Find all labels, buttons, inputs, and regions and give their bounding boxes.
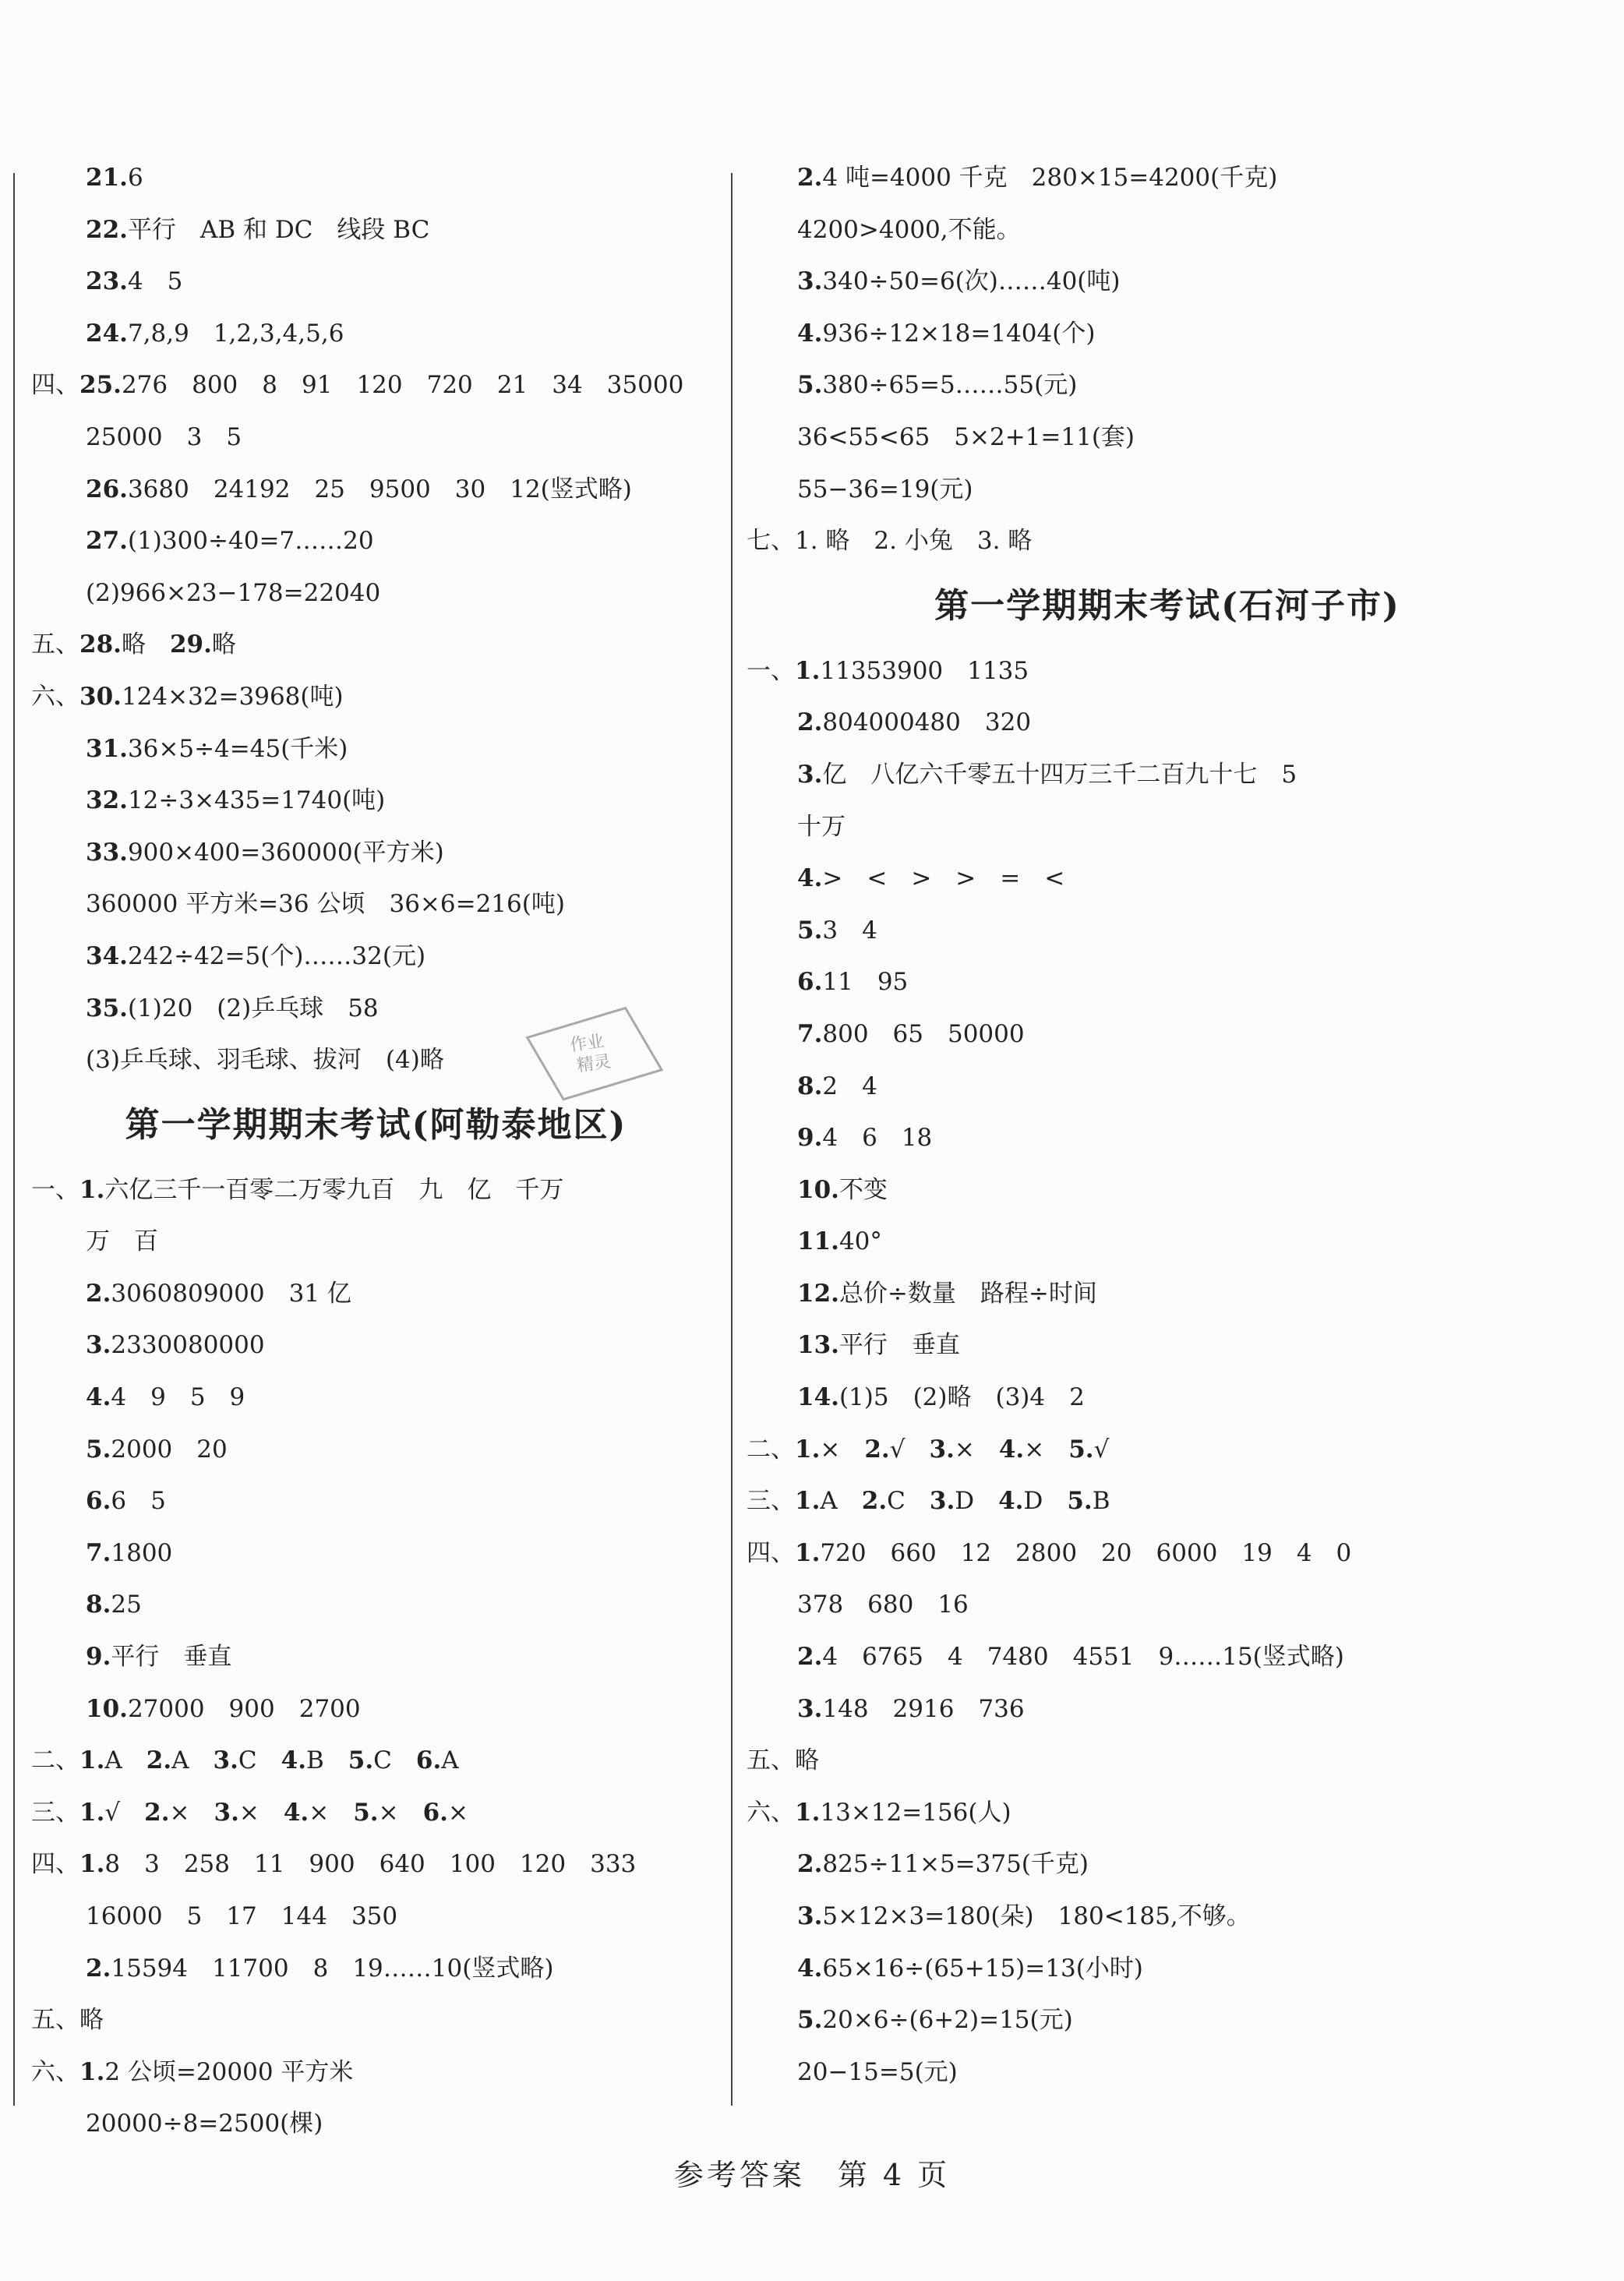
question-number: 6. bbox=[422, 1798, 448, 1827]
question-number: 14. bbox=[797, 1383, 839, 1412]
answer-text: 27000 900 2700 bbox=[127, 1694, 361, 1723]
answer-line bbox=[747, 645, 1588, 697]
question-number: 5. bbox=[1068, 1435, 1094, 1464]
question-number: 32. bbox=[86, 786, 128, 815]
page-footer: 参考答案 第 4 页 bbox=[673, 2158, 951, 2192]
question-number: 4. bbox=[281, 1746, 307, 1775]
answer-text: 16000 5 17 144 350 bbox=[86, 1902, 398, 1930]
question-number: 4. bbox=[86, 1383, 111, 1412]
answer-line bbox=[747, 1787, 1588, 1839]
question-number: 9. bbox=[86, 1643, 111, 1672]
answer-line bbox=[31, 2046, 721, 2099]
answer-text: 平行 AB 和 DC 线段 BC bbox=[127, 215, 430, 244]
stamp-text-2: 精灵 bbox=[575, 1051, 613, 1076]
answer-line bbox=[31, 1631, 721, 1683]
answer-text: 2000 20 bbox=[111, 1435, 228, 1464]
question-number: 10. bbox=[86, 1694, 128, 1723]
answer-text: 11 95 bbox=[822, 968, 909, 997]
section-number: 二、 bbox=[747, 1435, 795, 1464]
answer-text: 1800 bbox=[111, 1538, 173, 1567]
question-number: 30. bbox=[79, 682, 122, 711]
section-number: 三、 bbox=[31, 1798, 79, 1827]
answer-line bbox=[747, 905, 1588, 957]
question-number: 2. bbox=[864, 1435, 890, 1464]
answer-line bbox=[747, 1683, 1588, 1735]
answer-text: 13×12=156(人) bbox=[820, 1798, 1011, 1827]
answer-text: 1. 略 2. 小兔 3. 略 bbox=[795, 527, 1033, 556]
answer-text: 2 4 bbox=[822, 1072, 877, 1100]
question-number: 3. bbox=[797, 1694, 823, 1723]
answer-text: 25 bbox=[111, 1591, 142, 1619]
question-number: 11. bbox=[797, 1227, 839, 1256]
answer-text: 万 百 bbox=[86, 1227, 158, 1256]
question-number: 2. bbox=[86, 1279, 111, 1308]
question-number: 3. bbox=[929, 1487, 955, 1516]
answer-line bbox=[31, 1527, 721, 1580]
section-number: 四、 bbox=[31, 371, 79, 400]
answer-text: 276 800 8 91 120 720 21 34 35000 bbox=[121, 371, 684, 400]
answer-text: √ bbox=[889, 1435, 930, 1464]
answer-text: 360000 平方米=36 公顷 36×6=216(吨) bbox=[86, 890, 565, 919]
answer-line bbox=[31, 1216, 721, 1268]
answer-text: × bbox=[954, 1435, 999, 1464]
question-number: 1. bbox=[79, 1798, 105, 1827]
answer-text: 6 bbox=[127, 164, 143, 192]
answer-line bbox=[31, 1838, 721, 1891]
answer-line bbox=[747, 1268, 1588, 1320]
question-number: 27. bbox=[86, 527, 128, 556]
question-number: 2. bbox=[797, 1643, 823, 1672]
answer-line bbox=[747, 359, 1588, 411]
answer-text: 4 6765 4 7480 4551 9……15(竖式略) bbox=[822, 1643, 1344, 1672]
answer-line bbox=[747, 956, 1588, 1008]
answer-line bbox=[31, 1943, 721, 1995]
right-answers-part1 bbox=[747, 152, 1588, 567]
question-number: 2. bbox=[861, 1487, 888, 1516]
answer-line bbox=[31, 2098, 721, 2150]
answer-text: 11353900 1135 bbox=[820, 656, 1029, 685]
question-number: 6. bbox=[415, 1746, 442, 1775]
answer-text: (1)20 (2)乒乓球 58 bbox=[127, 994, 379, 1022]
answer-line bbox=[747, 1319, 1588, 1372]
question-number: 3. bbox=[214, 1798, 239, 1827]
answer-line bbox=[31, 723, 721, 775]
question-number: 7. bbox=[86, 1538, 111, 1567]
question-number: 1. bbox=[795, 656, 821, 685]
answer-line bbox=[31, 1424, 721, 1476]
question-number: 2. bbox=[146, 1746, 172, 1775]
question-number: 4. bbox=[797, 864, 823, 893]
answer-line bbox=[31, 1891, 721, 1943]
answer-line bbox=[31, 1319, 721, 1372]
section-number: 六、 bbox=[31, 682, 79, 711]
question-number: 1. bbox=[795, 1435, 821, 1464]
question-number: 2. bbox=[797, 708, 823, 737]
answer-text: × bbox=[169, 1798, 214, 1827]
answer-line bbox=[747, 1475, 1588, 1527]
answer-line bbox=[31, 1372, 721, 1424]
question-number: 1. bbox=[79, 1746, 105, 1775]
answer-text: 124×32=3968(吨) bbox=[121, 682, 344, 711]
question-number: 31. bbox=[86, 734, 128, 763]
question-number: 4. bbox=[283, 1798, 309, 1827]
answer-line bbox=[747, 1112, 1588, 1164]
answer-line bbox=[31, 1735, 721, 1787]
answer-text: 2330080000 bbox=[111, 1331, 265, 1360]
answer-line bbox=[31, 464, 721, 516]
question-number: 28. bbox=[79, 630, 122, 659]
question-number: 2. bbox=[797, 164, 823, 192]
question-number: 3. bbox=[213, 1746, 238, 1775]
section-heading-shihezi: 第一学期期末考试(石河子市) bbox=[934, 585, 1400, 626]
column-divider bbox=[731, 173, 733, 2106]
answer-text: 十万 bbox=[797, 812, 846, 841]
answer-text: 不变 bbox=[838, 1175, 888, 1204]
answer-line bbox=[747, 1943, 1588, 1995]
question-number: 2. bbox=[86, 1954, 111, 1983]
question-number: 5. bbox=[86, 1435, 111, 1464]
answer-line bbox=[31, 359, 721, 411]
answer-text: 总价÷数量 路程÷时间 bbox=[838, 1279, 1097, 1308]
answer-text: A bbox=[441, 1746, 459, 1775]
right-column bbox=[747, 152, 1588, 2098]
answer-line bbox=[31, 411, 721, 464]
answer-line bbox=[31, 619, 721, 671]
answer-text: C bbox=[887, 1487, 930, 1516]
answer-text: 4 5 bbox=[127, 267, 183, 296]
answer-text: 15594 11700 8 19……10(竖式略) bbox=[111, 1954, 554, 1983]
question-number: 3. bbox=[797, 1902, 823, 1930]
answer-line bbox=[31, 827, 721, 879]
answer-text: 380÷65=5……55(元) bbox=[822, 371, 1078, 400]
section-number: 三、 bbox=[747, 1487, 795, 1516]
answer-line bbox=[31, 1164, 721, 1216]
left-margin-rule bbox=[13, 173, 15, 2106]
answer-line bbox=[747, 152, 1588, 204]
question-number: 1. bbox=[795, 1798, 821, 1827]
section-number: 一、 bbox=[747, 656, 795, 685]
left-column bbox=[31, 152, 721, 2150]
answer-line bbox=[747, 1838, 1588, 1891]
answer-text: 8 3 258 11 900 640 100 120 333 bbox=[104, 1850, 637, 1879]
answer-text: × bbox=[1024, 1435, 1069, 1464]
question-number: 22. bbox=[86, 215, 128, 244]
question-number: 9. bbox=[797, 1124, 823, 1153]
answer-line bbox=[31, 1475, 721, 1527]
answer-line bbox=[31, 308, 721, 360]
answer-text: √ bbox=[104, 1798, 145, 1827]
answer-text: 36<55<65 5×2+1=11(套) bbox=[797, 422, 1135, 451]
answer-line bbox=[31, 775, 721, 827]
section-number: 一、 bbox=[31, 1175, 79, 1204]
section-number: 四、 bbox=[31, 1850, 79, 1879]
answer-text: C bbox=[238, 1746, 281, 1775]
answer-text: (3)乒乓球、羽毛球、拔河 (4)略 bbox=[86, 1046, 444, 1075]
question-number: 35. bbox=[86, 994, 128, 1022]
question-number: 8. bbox=[86, 1591, 111, 1619]
answer-line bbox=[31, 152, 721, 204]
answer-line bbox=[747, 256, 1588, 308]
question-number: 7. bbox=[797, 1019, 823, 1048]
answer-text: 略 bbox=[795, 1746, 819, 1775]
answer-text: 略 bbox=[79, 2006, 104, 2035]
question-number: 21. bbox=[86, 164, 128, 192]
answer-text: 20−15=5(元) bbox=[797, 2057, 958, 2086]
answer-text: A bbox=[104, 1746, 147, 1775]
answer-line bbox=[747, 1579, 1588, 1631]
question-number: 5. bbox=[353, 1798, 379, 1827]
answer-text: 800 65 50000 bbox=[822, 1019, 1025, 1048]
answer-text: (1)5 (2)略 (3)4 2 bbox=[838, 1383, 1085, 1412]
section-number: 五、 bbox=[31, 630, 79, 659]
answer-line bbox=[31, 1787, 721, 1839]
question-number: 12. bbox=[797, 1279, 839, 1308]
answer-text: 2 公顷=20000 平方米 bbox=[104, 2057, 354, 2086]
question-number: 13. bbox=[797, 1331, 839, 1360]
answer-line bbox=[31, 567, 721, 620]
answer-text: 20×6÷(6+2)=15(元) bbox=[822, 2006, 1073, 2035]
answer-line bbox=[747, 2046, 1588, 2099]
section-number: 六、 bbox=[31, 2057, 79, 2086]
answer-text: × bbox=[378, 1798, 423, 1827]
answer-text: 340÷50=6(次)……40(吨) bbox=[822, 267, 1121, 296]
answer-line bbox=[747, 801, 1588, 853]
answer-line bbox=[747, 853, 1588, 905]
question-number: 4. bbox=[998, 1435, 1025, 1464]
question-number: 33. bbox=[86, 838, 128, 867]
answer-line bbox=[747, 411, 1588, 464]
answer-text: 略 bbox=[211, 630, 236, 659]
question-number: 1. bbox=[79, 1175, 105, 1204]
question-number: 3. bbox=[929, 1435, 955, 1464]
answer-text: 378 680 16 bbox=[797, 1591, 969, 1619]
question-number: 29. bbox=[169, 630, 212, 659]
answer-text: A bbox=[820, 1487, 862, 1516]
answer-text: 略 bbox=[121, 630, 170, 659]
answer-text: 3680 24192 25 9500 30 12(竖式略) bbox=[127, 475, 632, 503]
question-number: 5. bbox=[797, 916, 823, 945]
section-heading-altay: 第一学期期末考试(阿勒泰地区) bbox=[125, 1104, 627, 1145]
answer-text: B bbox=[306, 1746, 348, 1775]
question-number: 26. bbox=[86, 475, 128, 503]
answer-text: 20000÷8=2500(棵) bbox=[86, 2110, 323, 2138]
answer-line bbox=[31, 515, 721, 567]
answer-text: 242÷42=5(个)……32(元) bbox=[127, 941, 426, 970]
answer-text: (1)300÷40=7……20 bbox=[127, 527, 374, 556]
answer-text: 4200>4000,不能。 bbox=[797, 215, 1021, 244]
answer-text: > < > > = < bbox=[822, 864, 1065, 893]
answer-line bbox=[31, 671, 721, 723]
question-number: 2. bbox=[797, 1850, 823, 1879]
question-number: 23. bbox=[86, 267, 128, 296]
answer-text: 825÷11×5=375(千克) bbox=[822, 1850, 1089, 1879]
question-number: 3. bbox=[797, 267, 823, 296]
answer-text: × bbox=[309, 1798, 354, 1827]
answer-text: 720 660 12 2800 20 6000 19 4 0 bbox=[820, 1538, 1352, 1567]
answer-text: B bbox=[1092, 1487, 1110, 1516]
answer-line bbox=[747, 1216, 1588, 1268]
section-number: 五、 bbox=[31, 2006, 79, 2035]
answer-line bbox=[747, 749, 1588, 801]
answer-line bbox=[747, 1008, 1588, 1061]
answer-text: 3060809000 31 亿 bbox=[111, 1279, 351, 1308]
answer-line bbox=[747, 464, 1588, 516]
question-number: 6. bbox=[797, 968, 823, 997]
question-number: 1. bbox=[79, 2057, 105, 2086]
answer-text: 40° bbox=[838, 1227, 882, 1256]
answer-text: 6 5 bbox=[111, 1487, 166, 1516]
answer-line bbox=[747, 204, 1588, 256]
answer-line bbox=[31, 930, 721, 983]
answer-text: × bbox=[820, 1435, 865, 1464]
answer-text: 平行 垂直 bbox=[111, 1643, 232, 1672]
answer-text: 148 2916 736 bbox=[822, 1694, 1025, 1723]
question-number: 4. bbox=[797, 1954, 823, 1983]
answer-line bbox=[747, 1372, 1588, 1424]
answer-line bbox=[747, 1735, 1588, 1787]
answer-line bbox=[31, 204, 721, 256]
answer-line bbox=[747, 515, 1588, 567]
answer-line bbox=[747, 1424, 1588, 1476]
section-number: 四、 bbox=[747, 1538, 795, 1567]
answer-text: 900×400=360000(平方米) bbox=[127, 838, 444, 867]
answer-text: D bbox=[1023, 1487, 1068, 1516]
answer-text: C bbox=[373, 1746, 416, 1775]
question-number: 25. bbox=[79, 371, 122, 400]
question-number: 34. bbox=[86, 941, 128, 970]
question-number: 8. bbox=[797, 1072, 823, 1100]
question-number: 2. bbox=[144, 1798, 170, 1827]
answer-line bbox=[747, 1994, 1588, 2046]
question-number: 1. bbox=[795, 1538, 821, 1567]
stamp-text-1: 作业 bbox=[568, 1031, 605, 1056]
question-number: 5. bbox=[797, 371, 823, 400]
answer-text: 7,8,9 1,2,3,4,5,6 bbox=[127, 319, 344, 348]
answer-text: 55−36=19(元) bbox=[797, 475, 973, 503]
answer-text: 六亿三千一百零二万零九百 九 亿 千万 bbox=[104, 1175, 564, 1204]
answer-line bbox=[31, 1579, 721, 1631]
answer-text: 65×16÷(65+15)=13(小时) bbox=[822, 1954, 1143, 1983]
answer-line bbox=[747, 1891, 1588, 1943]
answer-text: 3 4 bbox=[822, 916, 877, 945]
answer-line bbox=[747, 697, 1588, 749]
question-number: 4. bbox=[797, 319, 823, 348]
question-number: 3. bbox=[86, 1331, 111, 1360]
question-number: 1. bbox=[79, 1850, 105, 1879]
answer-text: 4 吨=4000 千克 280×15=4200(千克) bbox=[822, 164, 1278, 192]
question-number: 6. bbox=[86, 1487, 111, 1516]
answer-line bbox=[747, 308, 1588, 360]
answer-text: 4 6 18 bbox=[822, 1124, 933, 1153]
left-answers-part1 bbox=[31, 152, 721, 1086]
section-number: 七、 bbox=[747, 527, 795, 556]
answer-text: √ bbox=[1093, 1435, 1110, 1464]
answer-line bbox=[31, 1683, 721, 1735]
answer-text: 25000 3 5 bbox=[86, 422, 242, 451]
answer-text: 平行 垂直 bbox=[838, 1331, 960, 1360]
answer-text: A bbox=[171, 1746, 214, 1775]
answer-text: 804000480 320 bbox=[822, 708, 1032, 737]
answer-text: 12÷3×435=1740(吨) bbox=[127, 786, 386, 815]
answer-line bbox=[747, 1527, 1588, 1580]
section-number: 二、 bbox=[31, 1746, 79, 1775]
answer-line bbox=[31, 256, 721, 308]
answer-line bbox=[747, 1631, 1588, 1683]
question-number: 24. bbox=[86, 319, 128, 348]
answer-text: × bbox=[447, 1798, 468, 1827]
answer-text: 5×12×3=180(朵) 180<185,不够。 bbox=[822, 1902, 1251, 1930]
section-number: 五、 bbox=[747, 1746, 795, 1775]
question-number: 4. bbox=[998, 1487, 1024, 1516]
answer-line bbox=[31, 1268, 721, 1320]
answer-line bbox=[31, 1994, 721, 2046]
answer-text: × bbox=[238, 1798, 284, 1827]
right-answers-part2 bbox=[747, 645, 1588, 2099]
answer-text: 亿 八亿六千零五十四万三千二百九十七 5 bbox=[822, 760, 1297, 789]
question-number: 5. bbox=[348, 1746, 374, 1775]
answer-text: D bbox=[955, 1487, 999, 1516]
question-number: 3. bbox=[797, 760, 823, 789]
left-answers-part2 bbox=[31, 1164, 721, 2150]
answer-line bbox=[747, 1061, 1588, 1113]
answer-text: 4 9 5 9 bbox=[111, 1383, 245, 1412]
question-number: 10. bbox=[797, 1175, 839, 1204]
section-number: 六、 bbox=[747, 1798, 795, 1827]
answer-line bbox=[747, 1164, 1588, 1216]
answer-text: 36×5÷4=45(千米) bbox=[127, 734, 348, 763]
question-number: 5. bbox=[1067, 1487, 1093, 1516]
answer-line bbox=[31, 878, 721, 930]
question-number: 1. bbox=[795, 1487, 821, 1516]
answer-text: 936÷12×18=1404(个) bbox=[822, 319, 1096, 348]
answer-text: (2)966×23−178=22040 bbox=[86, 578, 381, 607]
question-number: 5. bbox=[797, 2006, 823, 2035]
